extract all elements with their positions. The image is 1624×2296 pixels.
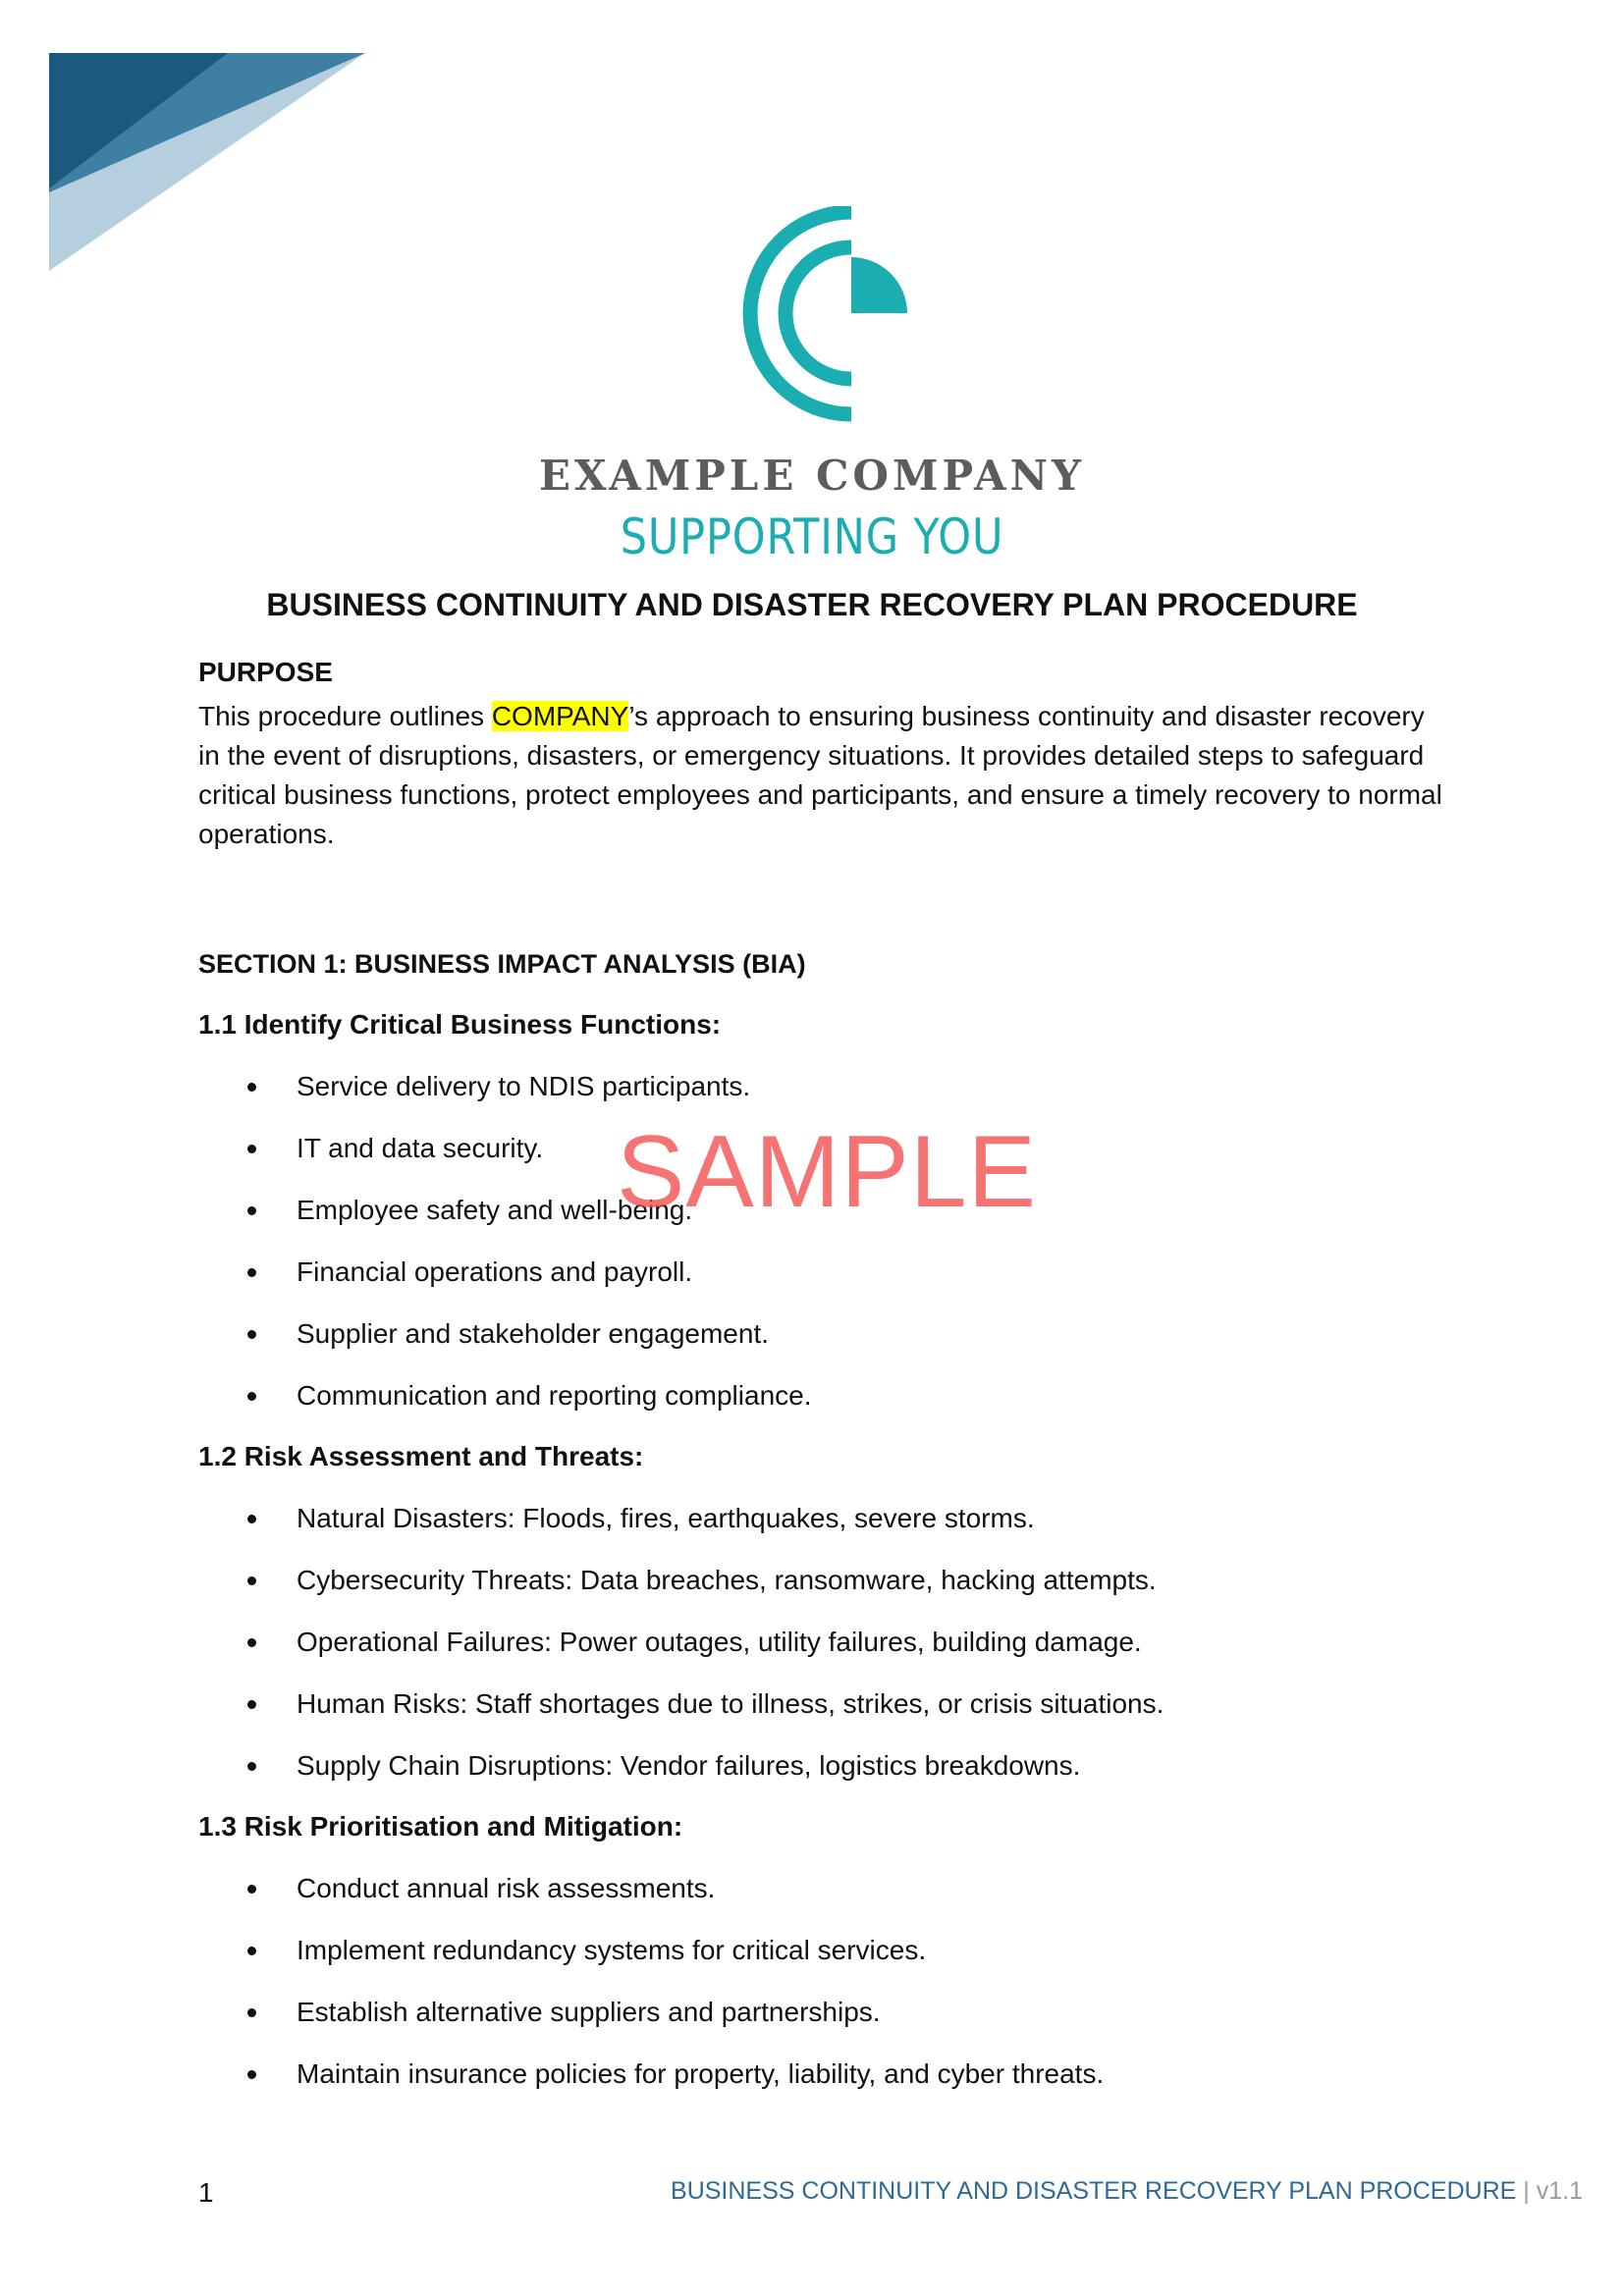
list-item	[198, 2057, 1445, 2091]
list-item-text: Operational Failures: Power outages, utility failures, building damage.	[297, 1627, 1142, 1657]
list-item-text: IT and data security.	[297, 1133, 544, 1163]
list-item-text: Cybersecurity Threats: Data breaches, ransomware, hacking attempts.	[297, 1565, 1157, 1595]
list-item	[198, 1564, 1445, 1597]
bullet-icon	[247, 1515, 256, 1523]
list-item	[198, 1934, 1445, 1967]
list-item	[198, 1872, 1445, 1905]
list-item	[198, 1687, 1445, 1721]
list-item-text: Establish alternative suppliers and partnerships.	[297, 1997, 881, 2027]
list-item	[198, 1996, 1445, 2029]
list-item-text: Conduct annual risk assessments.	[297, 1873, 716, 1903]
list-item-text: Maintain insurance policies for property, liability, and cyber threats.	[297, 2058, 1105, 2089]
bullet-icon	[247, 1392, 256, 1401]
document-body	[198, 656, 1445, 2091]
sample-watermark: SAMPLE	[617, 1115, 1037, 1229]
company-name: EXAMPLE COMPANY	[539, 452, 1085, 500]
risk-threats-list	[198, 1502, 1445, 1783]
list-item-text: Natural Disasters: Floods, fires, earthquakes, severe storms.	[297, 1503, 1035, 1533]
page-number: 1	[198, 2177, 214, 2208]
subsection-1-2-heading: 1.2 Risk Assessment and Threats:	[198, 1441, 644, 1471]
list-item-text: Supplier and stakeholder engagement.	[297, 1318, 770, 1349]
company-logo-icon	[717, 206, 913, 432]
list-item	[198, 1626, 1445, 1659]
list-item	[198, 1379, 1445, 1413]
list-item	[198, 1070, 1445, 1103]
footer-separator: |	[1523, 2177, 1530, 2205]
list-item	[198, 1749, 1445, 1783]
list-item	[198, 1502, 1445, 1535]
bullet-icon	[247, 1330, 256, 1339]
list-item-text: Service delivery to NDIS participants.	[297, 1071, 751, 1101]
list-item-text: Implement redundancy systems for critical services.	[297, 1935, 927, 1965]
bullet-icon	[247, 1268, 256, 1277]
bullet-icon	[247, 1206, 256, 1215]
bullet-icon	[247, 1885, 256, 1894]
bullet-icon	[247, 2070, 256, 2079]
subsection-1-1-heading: 1.1 Identify Critical Business Functions:	[198, 1009, 722, 1040]
footer-document-title: BUSINESS CONTINUITY AND DISASTER RECOVERY PLAN PROCEDURE	[671, 2177, 1517, 2205]
list-item-text: Financial operations and payroll.	[297, 1256, 693, 1287]
corner-decoration	[0, 0, 373, 285]
purpose-paragraph	[198, 697, 1445, 854]
list-item	[198, 1317, 1445, 1351]
list-item-text: Employee safety and well-being.	[297, 1195, 693, 1225]
bullet-icon	[247, 1947, 256, 1955]
bullet-icon	[247, 1638, 256, 1647]
bullet-icon	[247, 2008, 256, 2017]
bullet-icon	[247, 1083, 256, 1092]
list-item-text: Human Risks: Staff shortages due to illness, strikes, or crisis situations.	[297, 1688, 1164, 1719]
list-item-text: Supply Chain Disruptions: Vendor failures, logistics breakdowns.	[297, 1750, 1081, 1781]
footer-document-info	[671, 2177, 1583, 2206]
section-1-heading: SECTION 1: BUSINESS IMPACT ANALYSIS (BIA)	[198, 949, 806, 979]
purpose-text-end: ’s approach to ensuring business continuity and disaster recovery in the event of disruptions, disasters, or emergency situations. It provides detailed steps to safeguard critical business functions, protect employees and participants, and ensure a timely recovery to normal operations.	[198, 701, 1442, 849]
list-item-text: Communication and reporting compliance.	[297, 1380, 812, 1411]
company-placeholder-highlight: COMPANY	[491, 701, 629, 731]
bullet-icon	[247, 1145, 256, 1153]
bullet-icon	[247, 1762, 256, 1771]
subsection-1-3-heading: 1.3 Risk Prioritisation and Mitigation:	[198, 1811, 683, 1842]
purpose-heading: PURPOSE	[198, 657, 333, 687]
risk-mitigation-list	[198, 1872, 1445, 2091]
footer-version: v1.1	[1536, 2177, 1583, 2205]
bullet-icon	[247, 1576, 256, 1585]
document-title: BUSINESS CONTINUITY AND DISASTER RECOVERY PLAN PROCEDURE	[266, 587, 1358, 622]
bullet-icon	[247, 1700, 256, 1709]
company-tagline: SUPPORTING YOU	[620, 508, 1004, 565]
purpose-text-start: This procedure outlines	[198, 701, 492, 731]
list-item	[198, 1255, 1445, 1289]
